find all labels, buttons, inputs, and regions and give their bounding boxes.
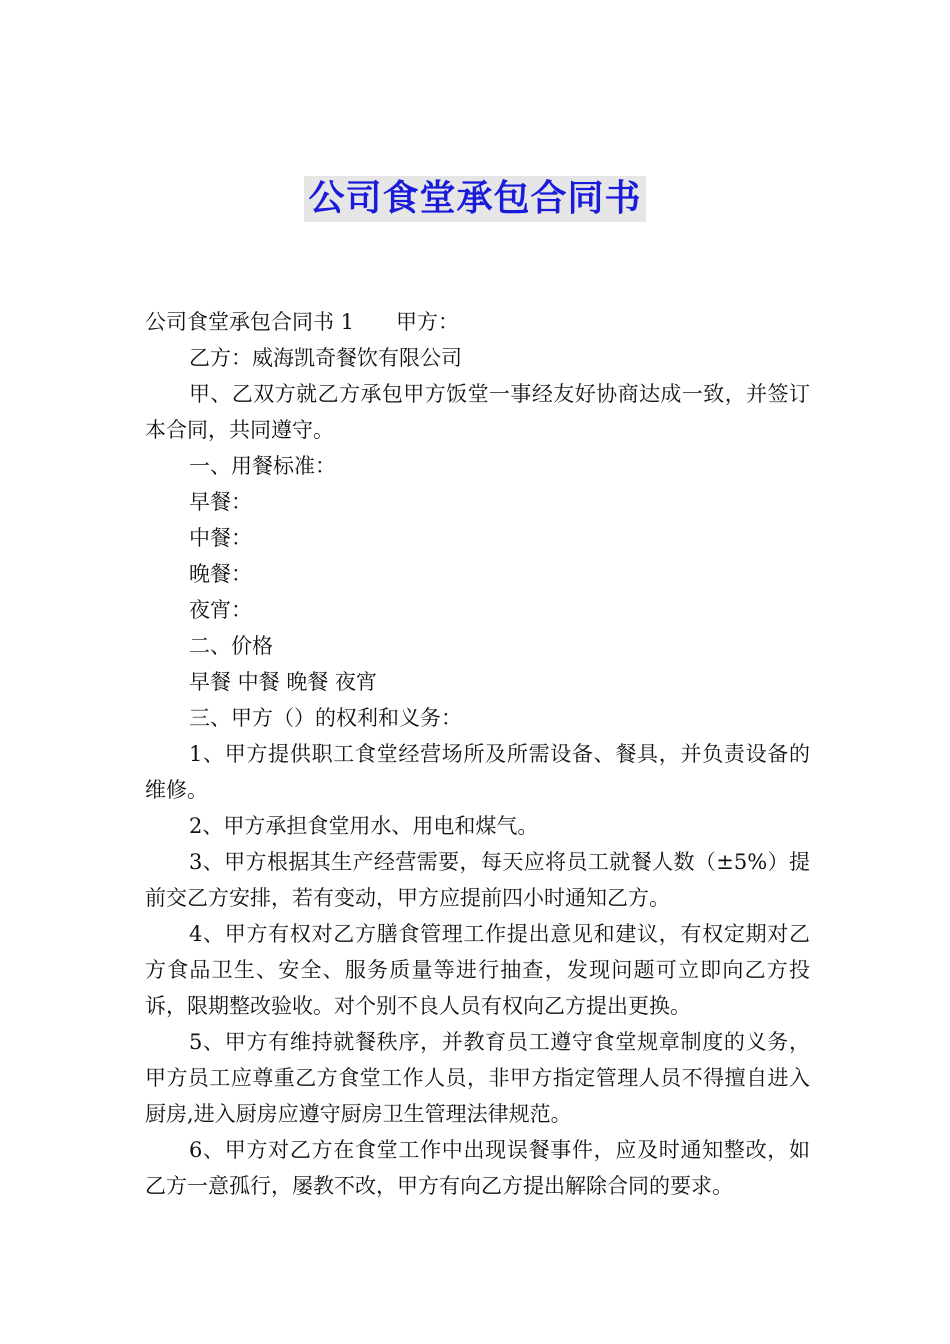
paragraph: 乙方：威海凯奇餐饮有限公司: [189, 346, 462, 370]
paragraph: 2、甲方承担食堂用水、用电和煤气。: [189, 814, 539, 838]
title-container: [0, 176, 950, 222]
paragraph: 甲、乙双方就乙方承包甲方饭堂一事经友好协商达成一致，并签订本合同，共同遵守。: [145, 382, 810, 442]
paragraph: 晚餐：: [189, 562, 252, 586]
document-body: [145, 304, 810, 1204]
paragraph: 早餐 中餐 晚餐 夜宵: [189, 670, 378, 694]
paragraph: 二、价格: [189, 634, 273, 658]
paragraph: 中餐：: [189, 526, 252, 550]
paragraph: 6、甲方对乙方在食堂工作中出现误餐事件，应及时通知整改，如乙方一意孤行，屡教不改，甲方有向乙方提出解除合同的要求。: [145, 1138, 810, 1198]
paragraph: 三、甲方（）的权利和义务：: [189, 706, 462, 730]
paragraph: 一、用餐标准：: [189, 454, 336, 478]
paragraph: 1、甲方提供职工食堂经营场所及所需设备、餐具，并负责设备的维修。: [145, 742, 810, 802]
paragraph: 夜宵：: [189, 598, 252, 622]
paragraph: 3、甲方根据其生产经营需要，每天应将员工就餐人数（±5%）提前交乙方安排，若有变动，甲方应提前四小时通知乙方。: [145, 850, 810, 910]
paragraph: 早餐：: [189, 490, 252, 514]
heading-line: [145, 304, 810, 340]
paragraph: 5、甲方有维持就餐秩序，并教育员工遵守食堂规章制度的义务，甲方员工应尊重乙方食堂工作人员，非甲方指定管理人员不得擅自进入厨房,进入厨房应遵守厨房卫生管理法律规范。: [145, 1030, 810, 1126]
paragraph: 4、甲方有权对乙方膳食管理工作提出意见和建议，有权定期对乙方食品卫生、安全、服务质量等进行抽查，发现问题可立即向乙方投诉，限期整改验收。对个别不良人员有权向乙方提出更换。: [145, 922, 810, 1018]
heading-line-title: 公司食堂承包合同书 1: [145, 310, 355, 334]
document-title: 公司食堂承包合同书: [304, 176, 645, 222]
heading-line-party-a: 甲方：: [396, 310, 460, 334]
